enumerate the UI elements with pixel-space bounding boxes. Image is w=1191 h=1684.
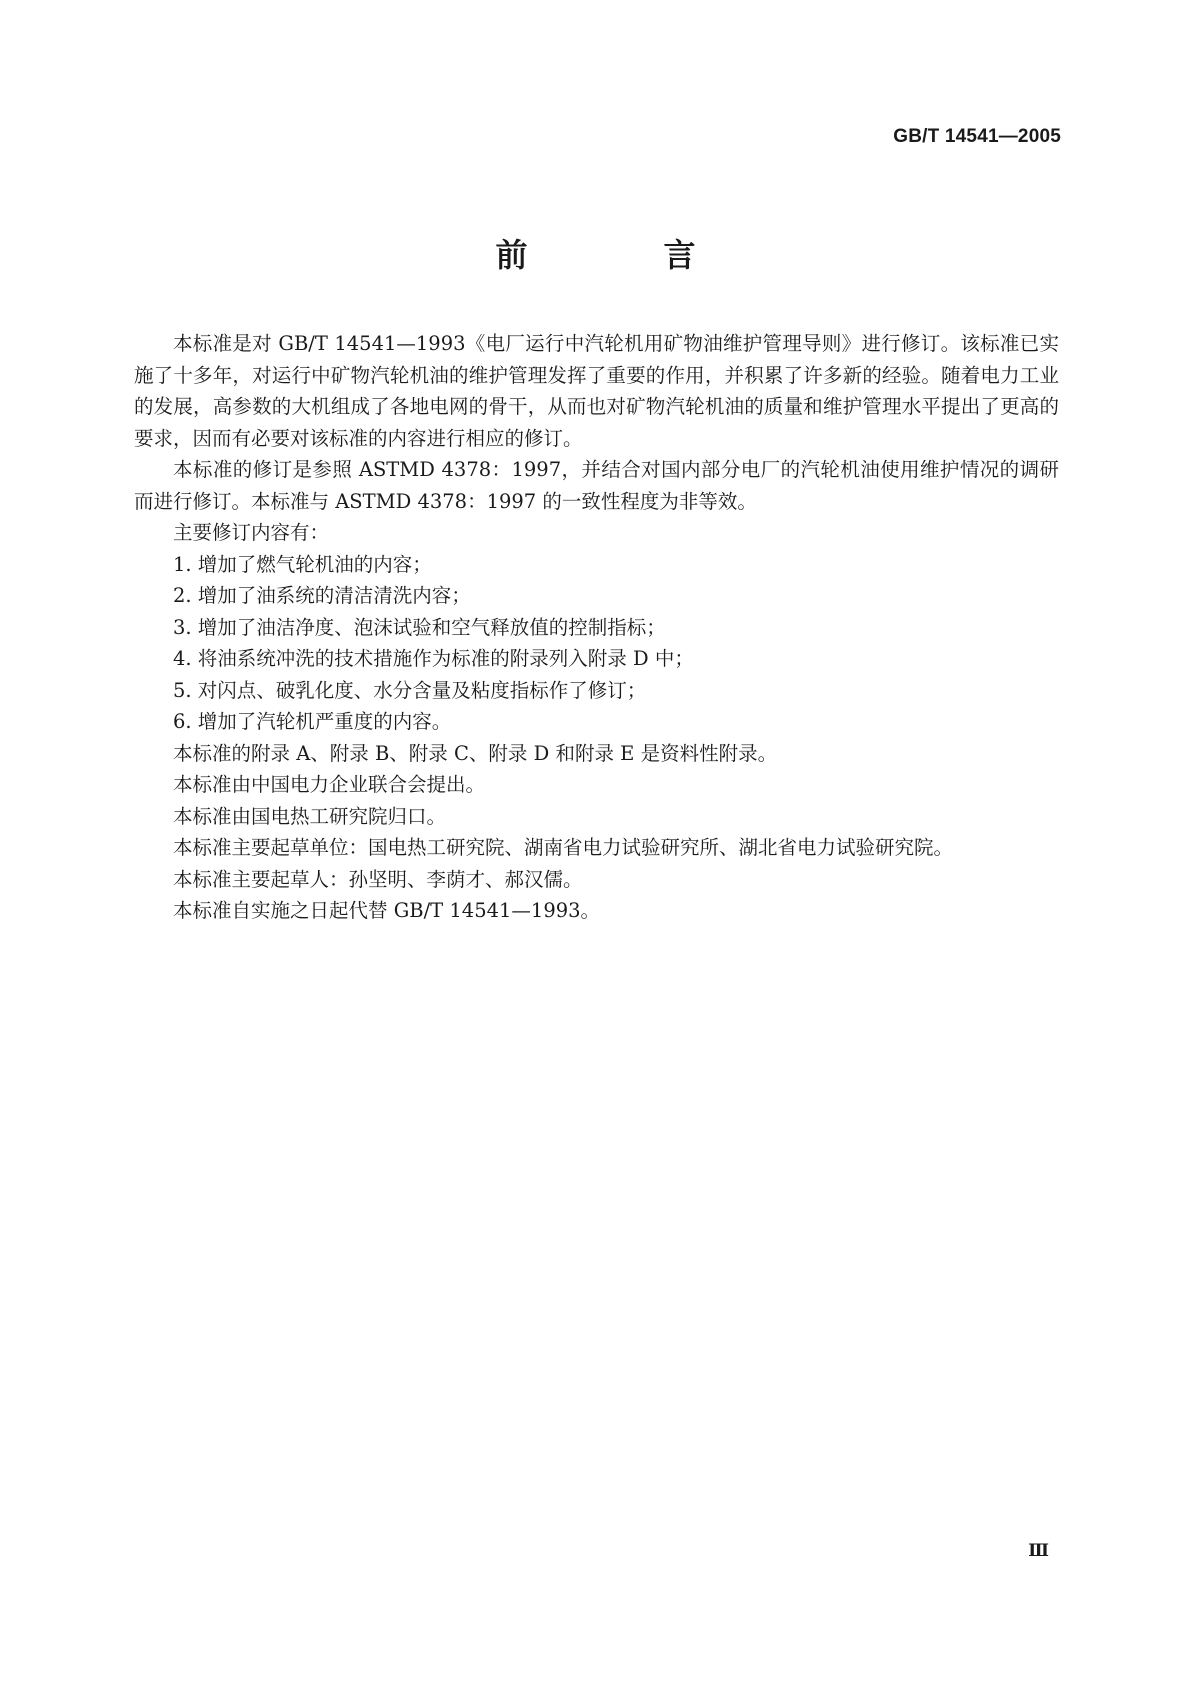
paragraph-revision-intro: 主要修订内容有：: [173, 521, 330, 544]
paragraph-drafters: 本标准主要起草人：孙坚明、李荫才、郝汉儒。: [173, 867, 583, 891]
paragraph-appendix: 本标准的附录 A、附录 B、附录 C、附录 D 和附录 E 是资料性附录。: [173, 741, 778, 765]
list-item: 5. 对闪点、破乳化度、水分含量及粘度指标作了修订；: [173, 678, 647, 702]
paragraph-drafting-units: 本标准主要起草单位：国电热工研究院、湖南省电力试验研究所、湖北省电力试验研究院。: [173, 836, 954, 859]
standard-code: GB/T 14541—2005: [893, 126, 1061, 147]
page-title: 前 言: [495, 236, 748, 274]
list-item: 3. 增加了油洁净度、泡沫试验和空气释放值的控制指标；: [173, 615, 666, 639]
list-item: 2. 增加了油系统的清洁清洗内容；: [173, 584, 471, 607]
paragraph-reference-standard: 本标准的修订是参照 ASTMD 4378：1997，并结合对国内部分电厂的汽轮机油使用维护情况的调研而进行修订。本标准与 ASTMD 4378：1997 的一致性程度为非等效。: [134, 458, 1059, 513]
list-item: 6. 增加了汽轮机严重度的内容。: [173, 710, 452, 733]
paragraph-replaces: 本标准自实施之日起代替 GB/T 14541—1993。: [173, 899, 601, 922]
paragraph-proposer: 本标准由中国电力企业联合会提出。: [173, 773, 486, 796]
page-number: Ⅲ: [1028, 1541, 1049, 1561]
list-item: 4. 将油系统冲洗的技术措施作为标准的附录列入附录 D 中；: [173, 647, 694, 670]
list-item: 1. 增加了燃气轮机油的内容；: [173, 552, 432, 576]
foreword-body: [134, 328, 1059, 927]
revision-list: [134, 549, 1059, 738]
paragraph-revision-basis: 本标准是对 GB/T 14541—1993《电厂运行中汽轮机用矿物油维护管理导则》进行修订。该标准已实施了十多年，对运行中矿物汽轮机油的维护管理发挥了重要的作用，并积累了许多新的经验。随着电力工业的发展，高参数的大机组成了各地电网的骨干，从而也对矿物汽轮机油的质量和维护管理水平提出了更高的要求，因而有必要对该标准的内容进行相应的修订。: [134, 332, 1059, 450]
paragraph-centralized: 本标准由国电热工研究院归口。: [173, 804, 447, 828]
